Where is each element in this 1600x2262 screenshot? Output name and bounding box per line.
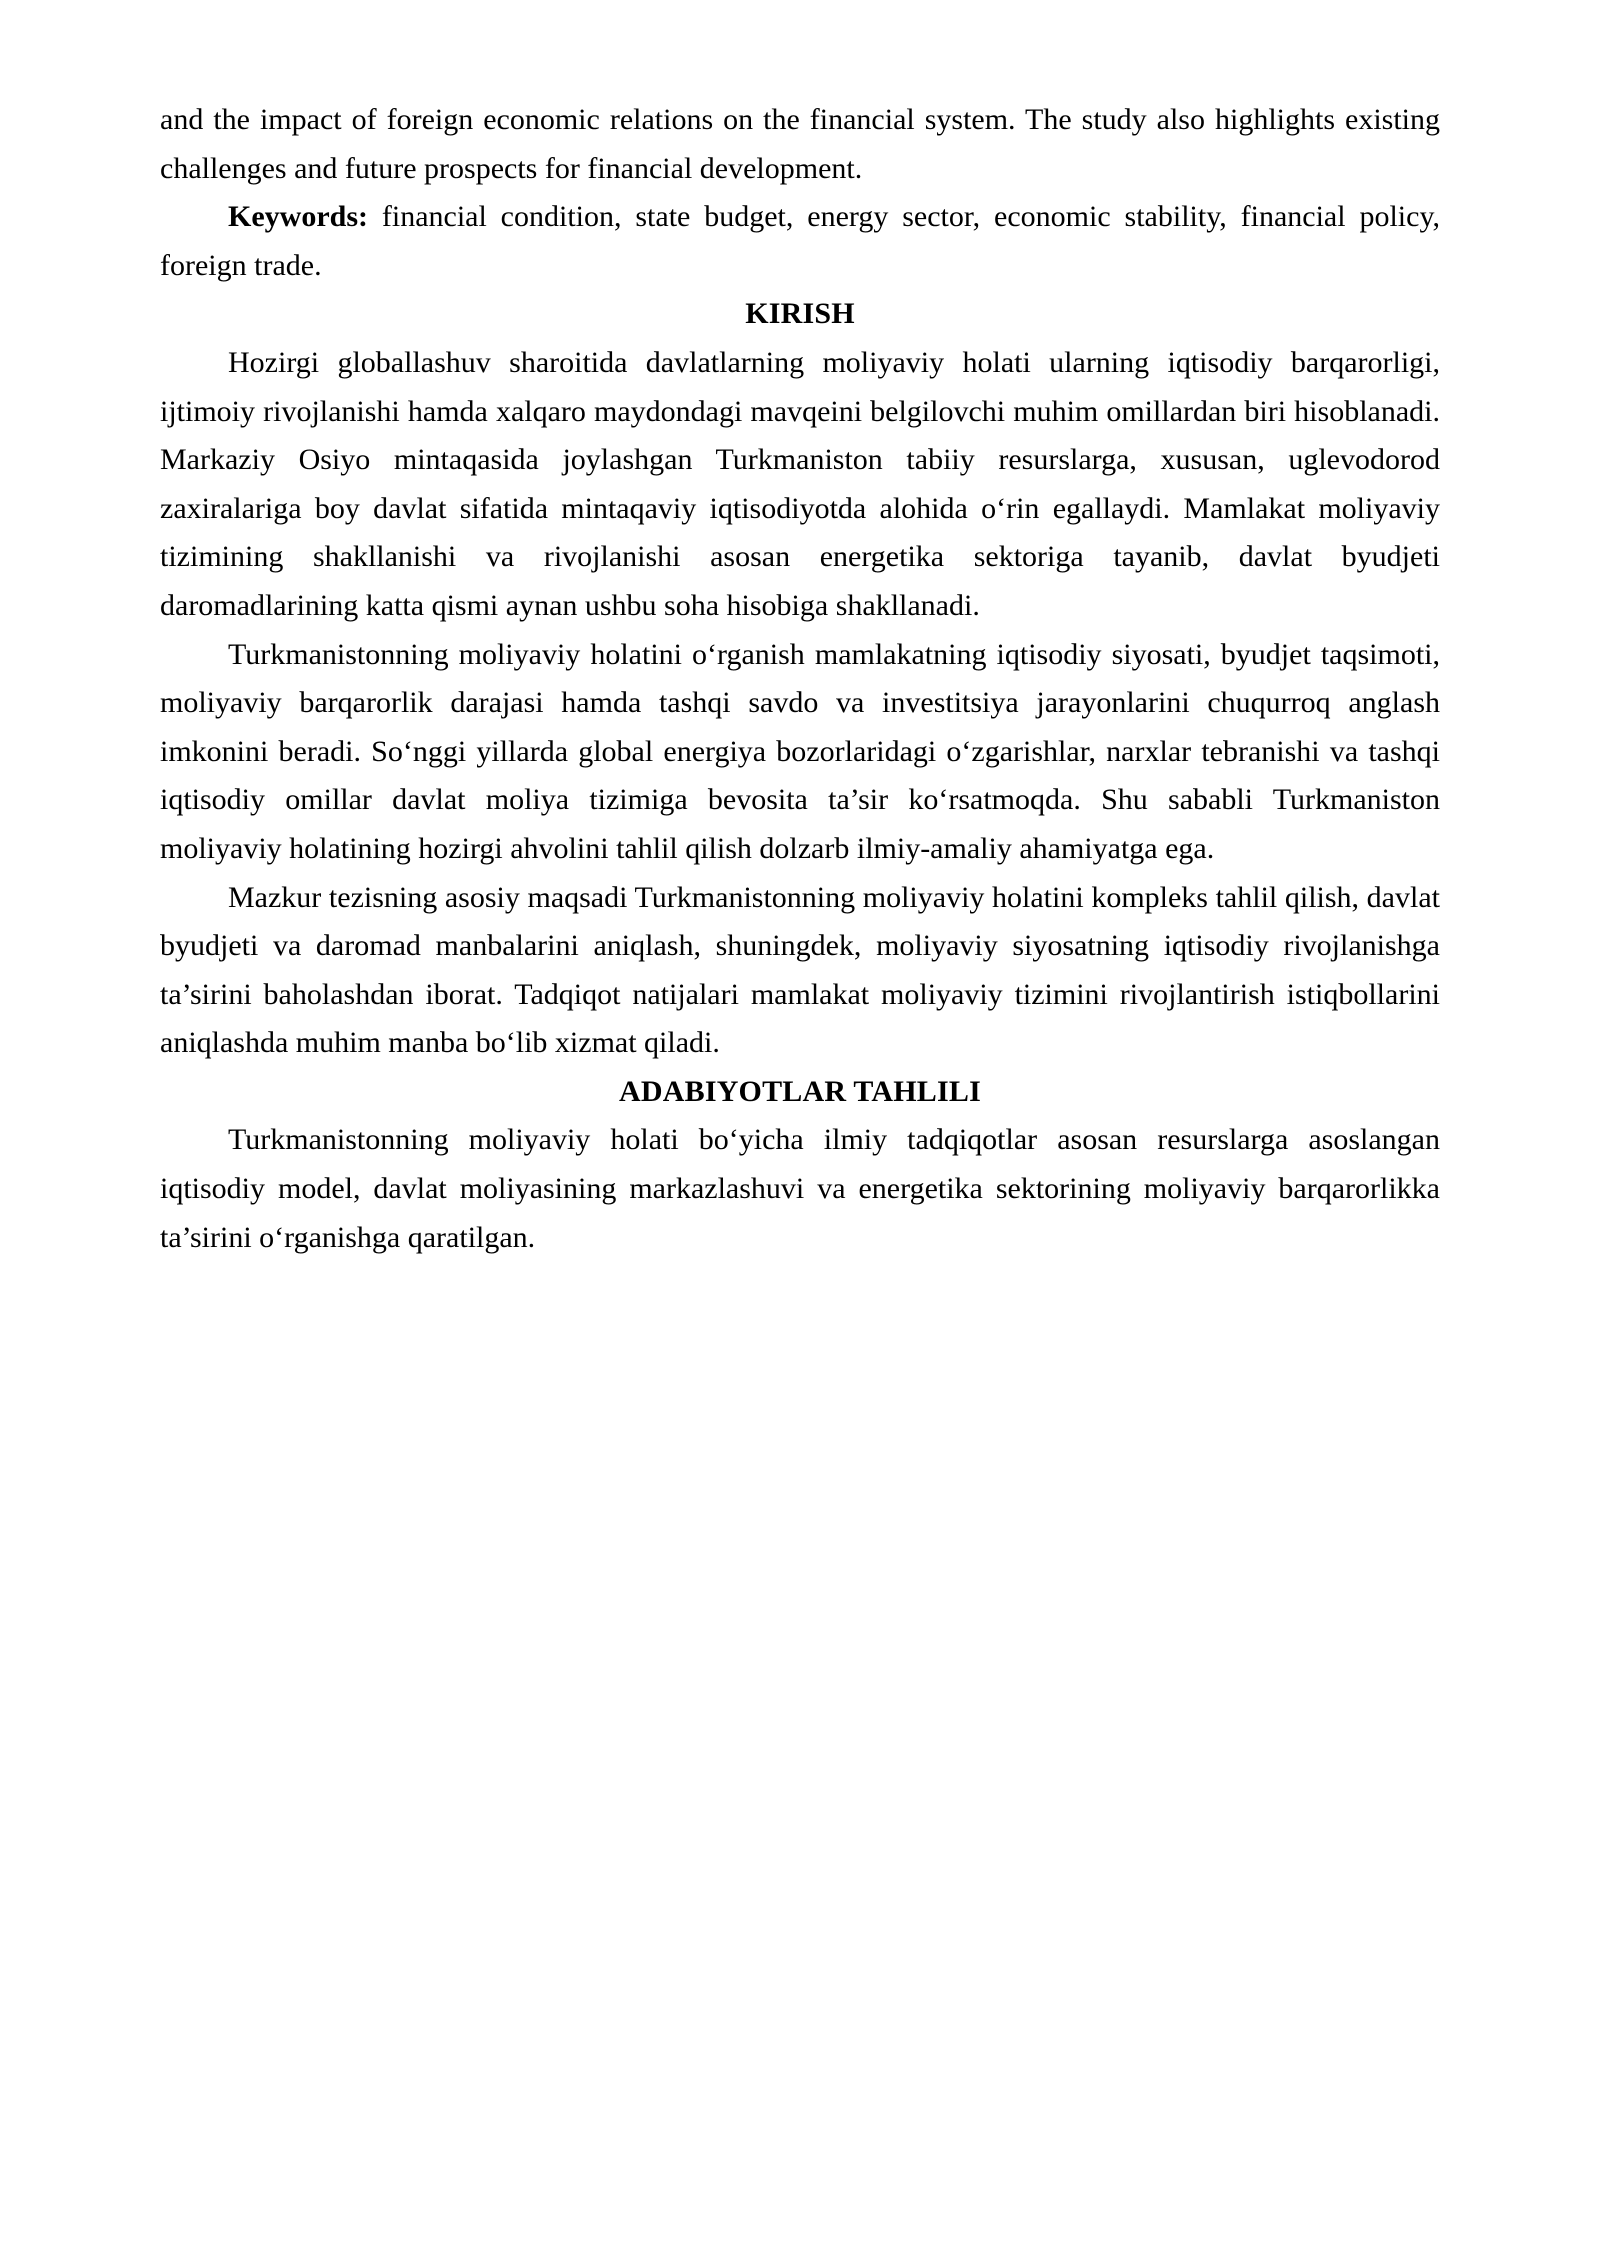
keywords-label: Keywords: xyxy=(228,200,368,234)
keywords-paragraph xyxy=(160,193,1440,290)
section-heading-kirish: KIRISH xyxy=(745,297,855,331)
section-heading-adabiyotlar-tahlili: ADABIYOTLAR TAHLILI xyxy=(619,1074,981,1108)
kirish-paragraph-3: Mazkur tezisning asosiy maqsadi Turkmanistonning moliyaviy holatini kompleks tahlil qilish, davlat byudjeti va daromad manbalarini aniqlash, shuningdek, moliyaviy siyosatning iqtisodiy rivojlanishga ta’sirini baholashdan iborat. Tadqiqot natijalari mamlakat moliyaviy tizimini rivojlantirish istiqbollarini aniqlashda muhim manba bo‘lib xizmat qiladi. xyxy=(160,880,1440,1060)
kirish-paragraph-1: Hozirgi globallashuv sharoitida davlatlarning moliyaviy holati ularning iqtisodiy barqarorligi, ijtimoiy rivojlanishi hamda xalqaro maydondagi mavqeini belgilovchi muhim omillardan biri hisoblanadi. Markaziy Osiyo mintaqasida joylashgan Turkmaniston tabiiy resurslarga, xususan, uglevodorod zaxiralariga boy davlat sifatida mintaqaviy iqtisodiyotda alohida o‘rin egallaydi. Mamlakat moliyaviy tizimining shakllanishi va rivojlanishi asosan energetika sektoriga tayanib, davlat byudjeti daromadlarining katta qismi aynan ushbu soha hisobiga shakllanadi. xyxy=(160,345,1440,622)
adabiyotlar-paragraph-1: Turkmanistonning moliyaviy holati bo‘yicha ilmiy tadqiqotlar asosan resurslarga asoslangan iqtisodiy model, davlat moliyasining markazlashuvi va energetika sektorining moliyaviy barqarorlikka ta’sirini o‘rganishga qaratilgan. xyxy=(160,1123,1440,1254)
kirish-paragraph-2: Turkmanistonning moliyaviy holatini o‘rganish mamlakatning iqtisodiy siyosati, byudjet taqsimoti, moliyaviy barqarorlik darajasi hamda tashqi savdo va investitsiya jarayonlarini chuqurroq anglash imkonini beradi. So‘nggi yillarda global energiya bozorlaridagi o‘zgarishlar, narxlar tebranishi va tashqi iqtisodiy omillar davlat moliya tizimiga bevosita ta’sir ko‘rsatmoqda. Shu sababli Turkmaniston moliyaviy holatining hozirgi ahvolini tahlil qilish dolzarb ilmiy-amaliy ahamiyatga ega. xyxy=(160,637,1440,865)
document-body xyxy=(160,96,1440,1262)
abstract-continuation-paragraph: and the impact of foreign economic relations on the financial system. The study also highlights existing challenges and future prospects for financial development. xyxy=(160,103,1440,185)
keywords-value: financial condition, state budget, energy sector, economic stability, financial policy, foreign trade. xyxy=(160,200,1440,282)
